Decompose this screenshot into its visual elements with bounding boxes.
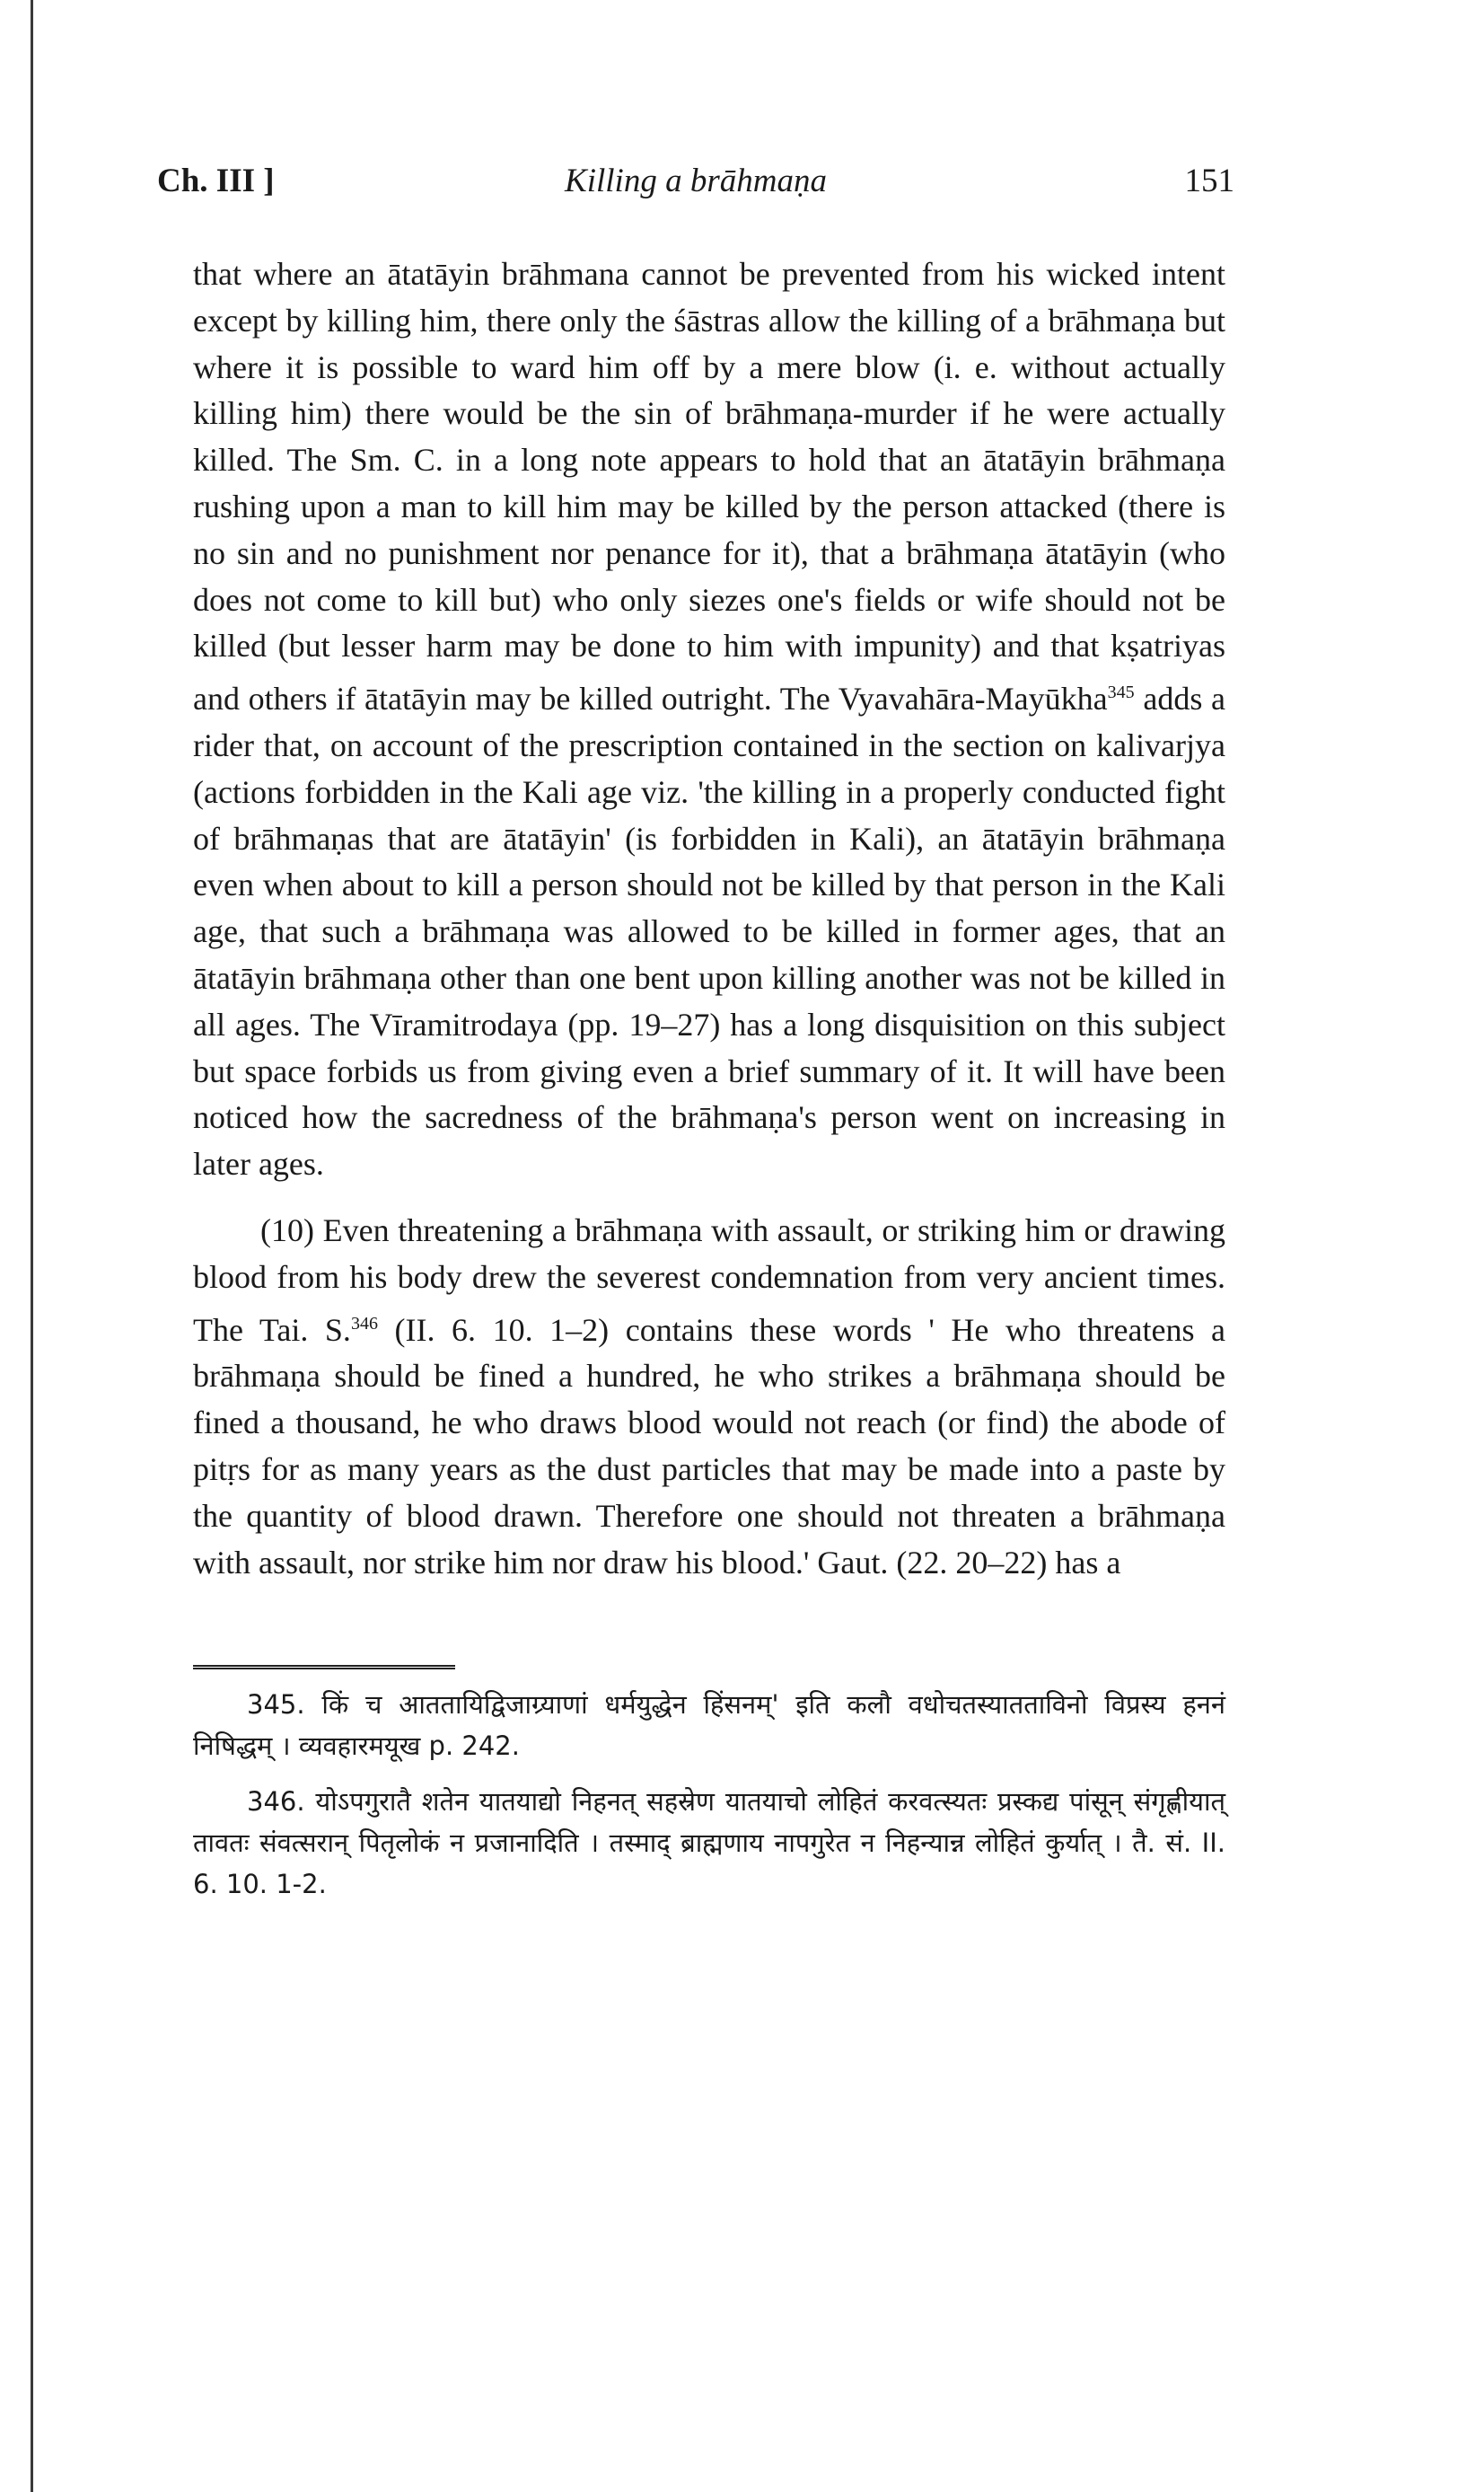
footnote-text: किं च आततायिद्विजाग्र्याणां धर्मयुद्धेन हिंसनम्' इति कलौ वधोचतस्यातताविनो विप्रस्य हननं निषिद्धम् । व्यवहारमयूख p. 242. <box>193 1689 1225 1761</box>
footnote-separator <box>193 1665 455 1669</box>
footnote-ref-346: 346 <box>350 1313 378 1334</box>
footnote-ref-345: 345 <box>1107 682 1135 703</box>
paragraph-2 <box>193 1208 1225 1586</box>
header-title: Killing a brāhmaṇa <box>565 163 827 199</box>
page-number: 151 <box>1184 163 1234 199</box>
footnote-346 <box>193 1781 1225 1905</box>
footnote-label: 346. <box>247 1786 305 1817</box>
footnote-label: 345. <box>247 1689 305 1720</box>
main-text <box>193 251 1225 1586</box>
paragraph-2-continued: (II. 6. 10. 1–2) contains these words ' He who threatens a brāhmaṇa should be fined a hundred, he who strikes a brāhmaṇa should be fined a thousand, he who draws blood would not reach (or find) the abode of pitṛs for as many years as the dust particles that may be made into a paste by the quantity of blood drawn. Therefore one should not threaten a brāhmaṇa with assault, nor strike him nor draw his blood.' Gaut. (22. 20–22) has a <box>193 1311 1226 1581</box>
footnote-345 <box>193 1684 1225 1766</box>
header-chapter: Ch. III ] <box>157 163 275 199</box>
paragraph-1 <box>193 251 1225 1188</box>
paragraph-2-text: (10) Even threatening a brāhmaṇa with assault, or striking him or drawing blood from his body drew the severest condemnation from very ancient times. The Tai. S. <box>193 1211 1225 1348</box>
footnote-text: योऽपगुरातै शतेन यातयाद्यो निहनत् सहस्रेण यातयाचो लोहितं करवत्स्यतः प्रस्कद्य पांसून् संगृह्णीयात् तावतः संवत्सरान् पितृलोकं न प्रजानादिति । तस्माद् ब्राह्मणाय नापगुरेत न निहन्यान्न लोहितं कुर्यात् । तै. सं. II. 6. 10. 1-2. <box>193 1786 1225 1899</box>
running-header <box>157 162 1234 216</box>
footnotes <box>193 1684 1225 1919</box>
paragraph-1-continued: adds a rider that, on account of the prescription contained in the section on kalivarjya (actions forbidden in the Kali age viz. 'the killing in a properly conducted fight of brāhmaṇas that are ātatāyin' (is forbidden in Kali), an ātatāyin brāhmaṇa even when about to kill a person should not be killed by that person in the Kali age, that such a brāhmaṇa was allowed to be killed in former ages, that an ātatāyin brāhmaṇa other than one bent upon killing another was not be killed in all ages. The Vīramitrodaya (pp. 19–27) has a long disquisition on this subject but space forbids us from giving even a brief summary of it. It will have been noticed how the sacredness of the brāhmaṇa's person went on increasing in later ages. <box>193 681 1226 1183</box>
page-binding-edge <box>31 0 33 2492</box>
paragraph-1-text: that where an ātatāyin brāhmana cannot be prevented from his wicked intent except by killing him, there only the śāstras allow the killing of a brāhmaṇa but where it is possible to ward him off by a mere blow (i. e. without actually killing him) there would be the sin of brāhmaṇa-murder if he were actually killed. The Sm. C. in a long note appears to hold that an ātatāyin brāhmaṇa rushing upon a man to kill him may be killed by the person attacked (there is no sin and no punishment nor penance for it), that a brāhmaṇa ātatāyin (who does not come to kill but) who only siezes one's fields or wife should not be killed (but lesser harm may be done to him with impunity) and that kṣatriyas and others if ātatāyin may be killed outright. The Vyavahāra-Mayūkha <box>193 256 1225 718</box>
